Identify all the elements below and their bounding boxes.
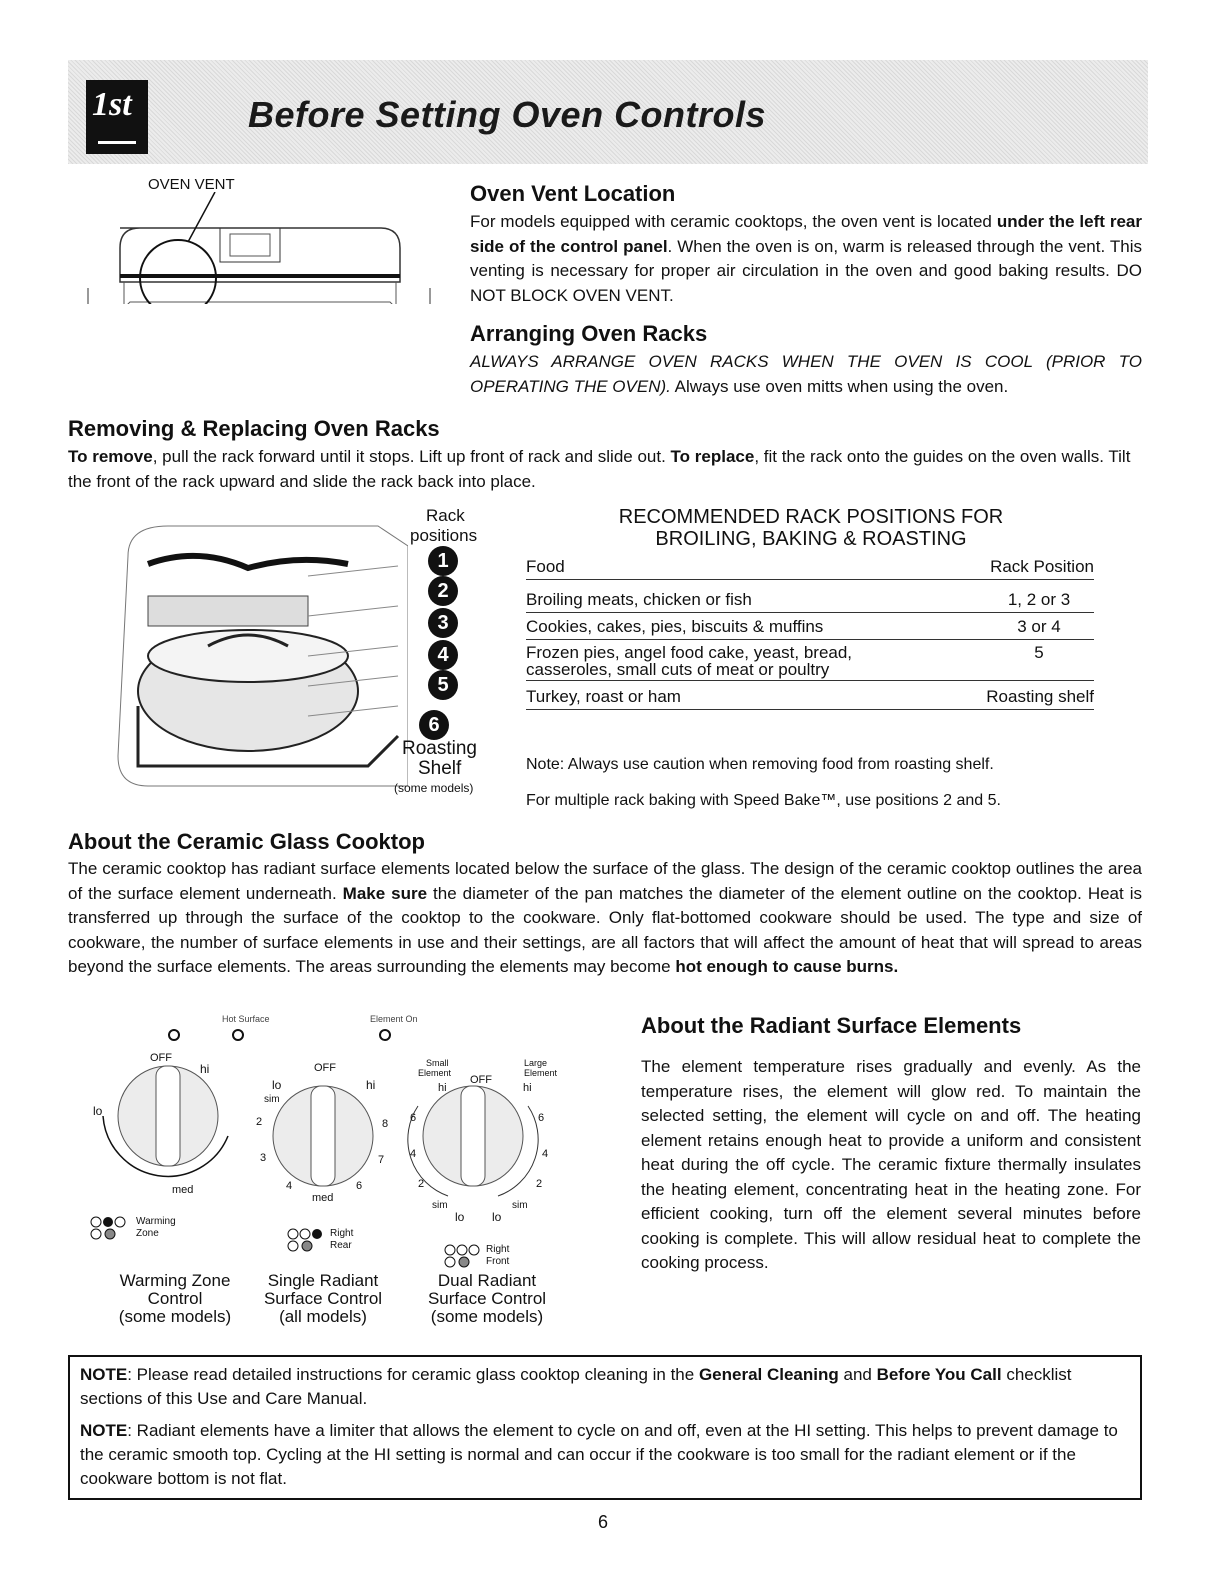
note-1-text-d: checklist sections of this Use and Care Manual. [80, 1365, 1072, 1408]
warming-hi: hi [200, 1062, 210, 1076]
dual-caption-2: Surface Control [427, 1289, 547, 1308]
single-6: 6 [356, 1180, 363, 1192]
vent-text-bold: under the left rear side of the control panel [470, 212, 1142, 256]
some-models-label: (some models) [394, 781, 474, 795]
dual-small-2: Element [418, 1068, 452, 1078]
note-1-label: NOTE [80, 1365, 128, 1384]
col-food: Food [526, 557, 565, 576]
remove-bold: To remove [68, 447, 153, 466]
removing-paragraph [68, 445, 1142, 494]
dual-2-right: 2 [536, 1178, 543, 1190]
radiant-paragraph: The element temperature rises gradually and evenly. As the temperature rises, the element will glow red. To maintain the selected setting, the element will cycle on and off. The heating element retains enough heat to provide a uniform and consistent heat during the off cycle. The ceramic fixture thermally insulates the heating element, concentrating heat in the heating zone. For efficient cooking, turn off the element several minutes before cooking is complete. This will allow residual heat to complete the cooking process. [641, 1057, 1141, 1272]
roasting-label: Roasting [402, 738, 477, 759]
note-1-text-c: and [838, 1365, 877, 1384]
replace-bold: To replace [670, 447, 755, 466]
single-off: OFF [314, 1062, 336, 1074]
dual-hi-left: hi [438, 1082, 447, 1094]
vent-paragraph [470, 210, 1142, 308]
col-rack-position: Rack Position [990, 557, 1094, 576]
row-food-line-2: casseroles, small cuts of meat or poultry [526, 660, 830, 679]
note-2 [80, 1419, 1130, 1491]
single-lo: lo [272, 1078, 282, 1092]
warming-ind-2: Zone [136, 1228, 159, 1239]
note-box [68, 1355, 1142, 1500]
rack-number-6: 6 [419, 710, 449, 740]
rack-table-header [526, 557, 1094, 580]
badge-underline [98, 141, 136, 144]
dual-lo-right: lo [492, 1210, 502, 1224]
rack-table-title-2: BROILING, BAKING & ROASTING [655, 528, 967, 550]
dual-large-2: Element [524, 1068, 558, 1078]
arranging-italic: ALWAYS ARRANGE OVEN RACKS WHEN THE OVEN IS COOL (PRIOR TO OPERATING THE OVEN). [470, 352, 1142, 396]
vent-heading: Oven Vent Location [470, 181, 676, 206]
note-1-text-a: : Please read detailed instructions for ceramic glass cooktop cleaning in the [127, 1365, 699, 1384]
warming-caption-2: Control [147, 1289, 203, 1308]
page-title: Before Setting Oven Controls [248, 94, 767, 135]
table-row [526, 590, 1094, 613]
single-ind-1: Right [330, 1228, 354, 1239]
dual-large-1: Large [524, 1058, 548, 1068]
note-1 [80, 1363, 1130, 1411]
single-2: 2 [256, 1116, 263, 1128]
dual-lo-left: lo [455, 1210, 465, 1224]
rack-table [526, 557, 1094, 710]
rack-number-4: 4 [428, 640, 458, 670]
rack-table-title [526, 506, 1096, 550]
warming-caption-1: Warming Zone [119, 1271, 231, 1290]
note-1-before-you-call: Before You Call [876, 1365, 1002, 1384]
single-8: 8 [382, 1118, 389, 1130]
row-position: 1, 2 or 3 [1007, 590, 1071, 609]
single-caption-2: Surface Control [263, 1289, 383, 1308]
dual-off: OFF [470, 1074, 492, 1086]
dual-ind-2: Front [486, 1256, 510, 1267]
dual-ind-1: Right [486, 1244, 510, 1255]
warming-off: OFF [150, 1052, 172, 1064]
row-food: Cookies, cakes, pies, biscuits & muffins [526, 617, 824, 636]
ceramic-paragraph [68, 857, 1142, 980]
element-on-label: Element On [370, 1014, 418, 1024]
rack-note-1: Note: Always use caution when removing food from roasting shelf. [526, 756, 994, 773]
hot-surface-label: Hot Surface [222, 1014, 270, 1024]
removing-heading: Removing & Replacing Oven Racks [68, 416, 440, 441]
oven-rack-illustration [108, 506, 408, 806]
single-med: med [312, 1192, 334, 1204]
single-ind-2: Rear [330, 1240, 352, 1251]
rack-number-2: 2 [428, 576, 458, 606]
single-hi: hi [366, 1078, 376, 1092]
single-3: 3 [260, 1152, 267, 1164]
dual-2-left: 2 [418, 1178, 425, 1190]
row-food: Turkey, roast or ham [526, 687, 681, 706]
vent-text-2: . When the oven is on, warm is released through the vent. This venting is necessary for proper air circulation in the oven and good baking results. DO NOT BLOCK OVEN VENT. [470, 236, 1142, 305]
row-position: 3 or 4 [1017, 617, 1061, 636]
ceramic-bold-2: hot enough to cause burns. [675, 957, 899, 976]
warming-caption-3: (some models) [118, 1307, 232, 1326]
badge-text: 1st [92, 86, 132, 123]
note-2-text: : Radiant elements have a limiter that allows the element to cycle on and off, even at the HI setting. This helps to prevent damage to the ceramic smooth top. Cycling at the HI setting is normal and can occur if the cookware is too small for the radiant element or if the cookware bottom is not flat. [80, 1421, 1118, 1488]
single-4: 4 [286, 1180, 293, 1192]
replace-text: , fit the rack onto the guides on the oven walls. Tilt the front of the rack upward and slide the rack back into place. [68, 447, 1131, 491]
dual-4-left: 4 [410, 1148, 417, 1160]
dual-sim-left: sim [432, 1200, 448, 1211]
vent-text-1: For models equipped with ceramic cooktops, the oven vent is located [470, 212, 997, 231]
dual-4-right: 4 [542, 1148, 549, 1160]
dual-caption-3: (some models) [430, 1307, 544, 1326]
note-1-general-cleaning: General Cleaning [698, 1365, 839, 1384]
rack-number-1: 1 [428, 546, 458, 576]
rack-number-5: 5 [428, 670, 458, 700]
dual-hi-right: hi [523, 1082, 532, 1094]
page-number: 6 [598, 1512, 609, 1532]
single-caption [248, 1272, 398, 1326]
rack-table-title-1: RECOMMENDED RACK POSITIONS FOR [618, 506, 1004, 528]
oven-vent-illustration [80, 192, 440, 304]
single-caption-3: (all models) [279, 1307, 367, 1326]
radiant-heading: About the Radiant Surface Elements [641, 1013, 1022, 1038]
table-row [526, 617, 1094, 640]
warming-caption [100, 1272, 250, 1326]
row-food: Broiling meats, chicken or fish [526, 590, 752, 609]
single-7: 7 [378, 1154, 385, 1166]
arranging-paragraph [470, 350, 1142, 399]
row-position: 5 [1034, 643, 1044, 662]
warming-ind-1: Warming [136, 1216, 176, 1227]
dual-caption-1: Dual Radiant [437, 1271, 537, 1290]
warming-lo: lo [93, 1104, 103, 1118]
ceramic-text-2: the diameter of the pan matches the diameter of the element outline on the cooktop. Heat is transferred up through the surface of the cooktop to the cookware. Only flat-bottomed cookware should be used. The type and size of cookware, the number of surface elements in use and their settings, are all factors that will affect the amount of heat that will spread to areas beyond the surface elements. The areas surrounding the elements may become [68, 883, 1142, 976]
oven-vent-label: OVEN VENT [148, 176, 235, 193]
rack-number-3: 3 [428, 608, 458, 638]
table-row [526, 687, 1094, 710]
warming-med: med [172, 1184, 194, 1196]
first-step-badge [86, 80, 148, 154]
remove-text: , pull the rack forward until it stops. Lift up front of rack and slide out. [152, 447, 671, 466]
row-position: Roasting shelf [986, 687, 1094, 706]
row-food-line-1: Frozen pies, angel food cake, yeast, bread, [526, 643, 853, 662]
rack-note-2: For multiple rack baking with Speed Bake™, use positions 2 and 5. [526, 792, 1001, 809]
rack-label-1: Rack [426, 506, 465, 525]
single-sim: sim [264, 1094, 280, 1105]
note-2-label: NOTE [80, 1421, 128, 1440]
dual-caption [412, 1272, 562, 1326]
shelf-label: Shelf [418, 758, 462, 779]
arranging-heading: Arranging Oven Racks [470, 321, 708, 346]
dual-6-left: 6 [410, 1112, 417, 1124]
table-row [526, 644, 1094, 681]
arranging-text: Always use oven mitts when using the oven. [670, 376, 1009, 396]
rack-label-2: positions [410, 526, 478, 545]
dual-small-1: Small [426, 1058, 449, 1068]
dual-sim-right: sim [512, 1200, 528, 1211]
row-food [526, 644, 852, 678]
dual-6-right: 6 [538, 1112, 545, 1124]
ceramic-heading: About the Ceramic Glass Cooktop [68, 829, 425, 854]
ceramic-bold-1: Make sure [342, 883, 428, 903]
ceramic-text-1: The ceramic cooktop has radiant surface elements located below the surface of the glass. The design of the ceramic cooktop outlines the area of the surface element underneath. [68, 859, 1142, 903]
single-caption-1: Single Radiant [267, 1271, 379, 1290]
